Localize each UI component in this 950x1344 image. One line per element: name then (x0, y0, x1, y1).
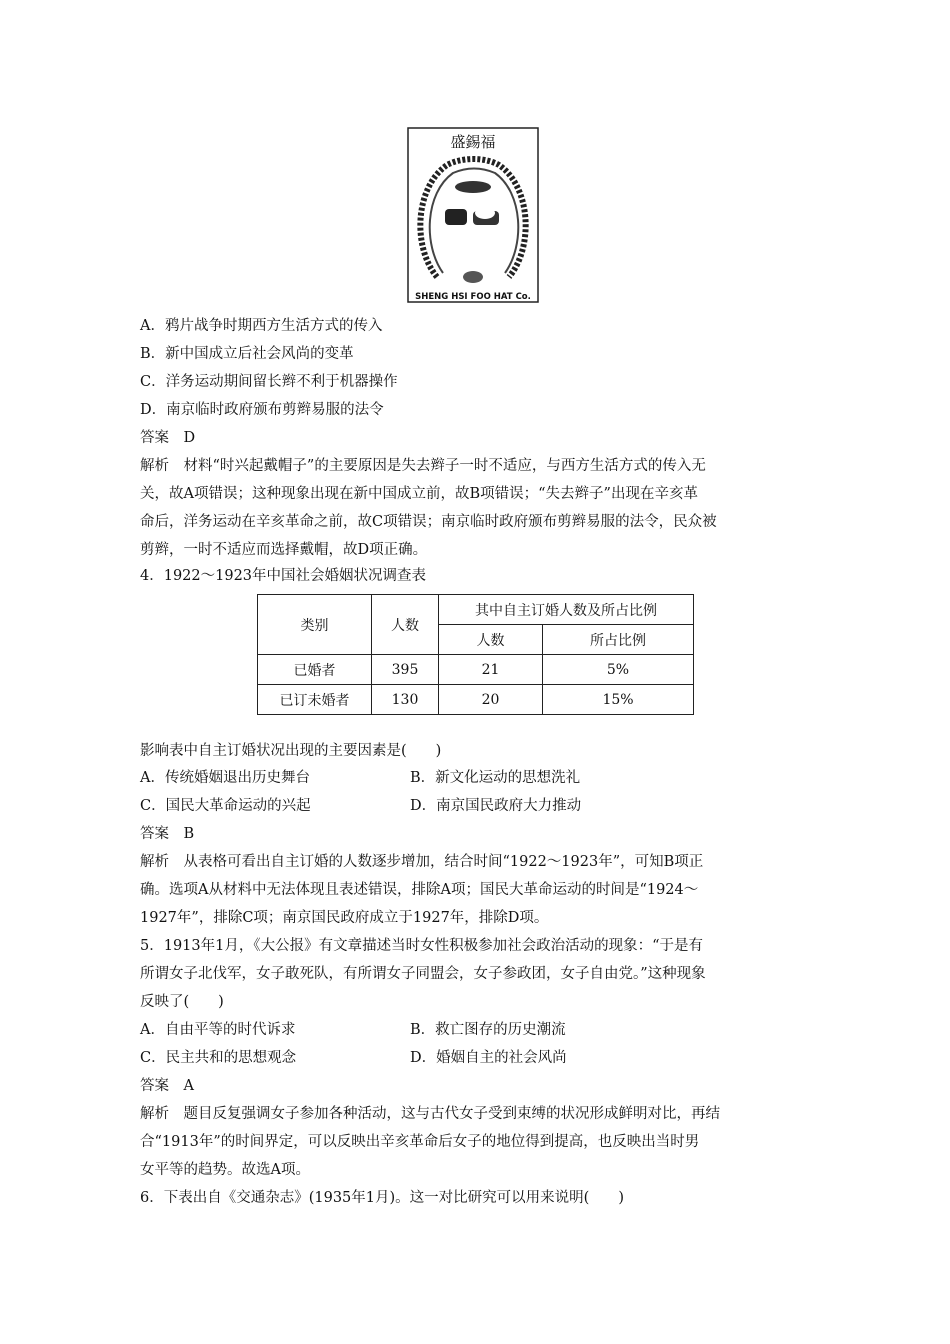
ad-english-text: SHENG HSI FOO HAT Co. (415, 292, 531, 302)
q3-option-d: D．南京临时政府颁布剪辫易服的法令 (140, 402, 384, 418)
q3-analysis-line: 解析 材料“时兴起戴帽子”的主要原因是失去辫子一时不适应，与西方生活方式的传入无 (140, 458, 706, 474)
table-row (258, 655, 694, 685)
q4-option-c: C．国民大革命运动的兴起 (140, 798, 311, 814)
table-cell: 21 (439, 655, 543, 685)
q5-option-row (140, 1020, 566, 1040)
ad-brand-text: 盛錫福 (450, 133, 496, 151)
q3-analysis-line: 命后，洋务运动在辛亥革命之前，故C项错误；南京临时政府颁布剪辫易服的法令，民众被 (140, 514, 717, 530)
table-cell: 已订未婚者 (258, 685, 372, 715)
q4-analysis-line: 1927年”，排除C项；南京国民政府成立于1927年，排除D项。 (140, 910, 549, 926)
q5-stem-line: 5．1913年1月，《大公报》有文章描述当时女性积极参加社会政治活动的现象：“于是有 (140, 938, 704, 954)
table-cell: 5% (543, 655, 694, 685)
q6-stem: 6．下表出自《交通杂志》(1935年1月)。这一对比研究可以用来说明( ) (140, 1190, 624, 1206)
q5-stem-line: 反映了( ) (140, 994, 224, 1010)
q5-option-a: A．自由平等的时代诉求 (140, 1022, 296, 1038)
q4-option-row (140, 796, 582, 816)
header-category: 类别 (258, 595, 372, 655)
q5-option-c: C．民主共和的思想观念 (140, 1050, 297, 1066)
q4-question: 影响表中自主订婚状况出现的主要因素是( ) (140, 743, 442, 759)
q4-stem: 4．1922～1923年中国社会婚姻状况调查表 (140, 568, 427, 584)
q3-option-b: B．新中国成立后社会风尚的变革 (140, 346, 354, 362)
q4-option-a: A．传统婚姻退出历史舞台 (140, 770, 310, 786)
q3-option-c: C．洋务运动期间留长辫不利于机器操作 (140, 374, 398, 390)
q5-stem-line: 所谓女子北伐军，女子敢死队，有所谓女子同盟会，女子参政团，女子自由党。”这种现象 (140, 966, 706, 982)
table-header-row (258, 595, 694, 625)
q3-analysis-line: 关，故A项错误；这种现象出现在新中国成立前，故B项错误；“失去辫子”出现在辛亥革 (140, 486, 698, 502)
table-cell: 20 (439, 685, 543, 715)
header-sub-ratio: 所占比例 (543, 625, 694, 655)
header-count: 人数 (372, 595, 439, 655)
q5-analysis-line: 解析 题目反复强调女子参加各种活动，这与古代女子受到束缚的状况形成鲜明对比，再结 (140, 1106, 720, 1122)
q5-analysis-line: 女平等的趋势。故选A项。 (140, 1162, 310, 1178)
q5-answer: 答案 A (140, 1078, 194, 1094)
table-cell: 已婚者 (258, 655, 372, 685)
q4-option-b: B．新文化运动的思想洗礼 (410, 770, 581, 786)
header-sub-count: 人数 (439, 625, 543, 655)
q4-option-d: D．南京国民政府大力推动 (410, 798, 582, 814)
hat-shop-advertisement-image (407, 127, 539, 303)
q3-option-a: A．鸦片战争时期西方生活方式的传入 (140, 318, 383, 334)
table-row (258, 685, 694, 715)
table-cell: 15% (543, 685, 694, 715)
q4-analysis-line: 确。选项A从材料中无法体现且表述错误，排除A项；国民大革命运动的时间是“1924～ (140, 882, 699, 898)
q5-option-row (140, 1048, 567, 1068)
q4-option-row (140, 768, 581, 788)
q5-option-b: B．救亡图存的历史潮流 (410, 1022, 566, 1038)
marriage-survey-table (257, 594, 694, 715)
q3-analysis-line: 剪辫，一时不适应而选择戴帽，故D项正确。 (140, 542, 428, 558)
table-cell: 130 (372, 685, 439, 715)
q4-answer: 答案 B (140, 826, 195, 842)
q4-analysis-line: 解析 从表格可看出自主订婚的人数逐步增加，结合时间“1922～1923年”，可知B项正 (140, 854, 704, 870)
header-group: 其中自主订婚人数及所占比例 (439, 595, 694, 625)
q5-option-d: D．婚姻自主的社会风尚 (410, 1050, 567, 1066)
q5-analysis-line: 合“1913年”的时间界定，可以反映出辛亥革命后女子的地位得到提高，也反映出当时男 (140, 1134, 700, 1150)
table-cell: 395 (372, 655, 439, 685)
q3-answer: 答案 D (140, 430, 196, 446)
